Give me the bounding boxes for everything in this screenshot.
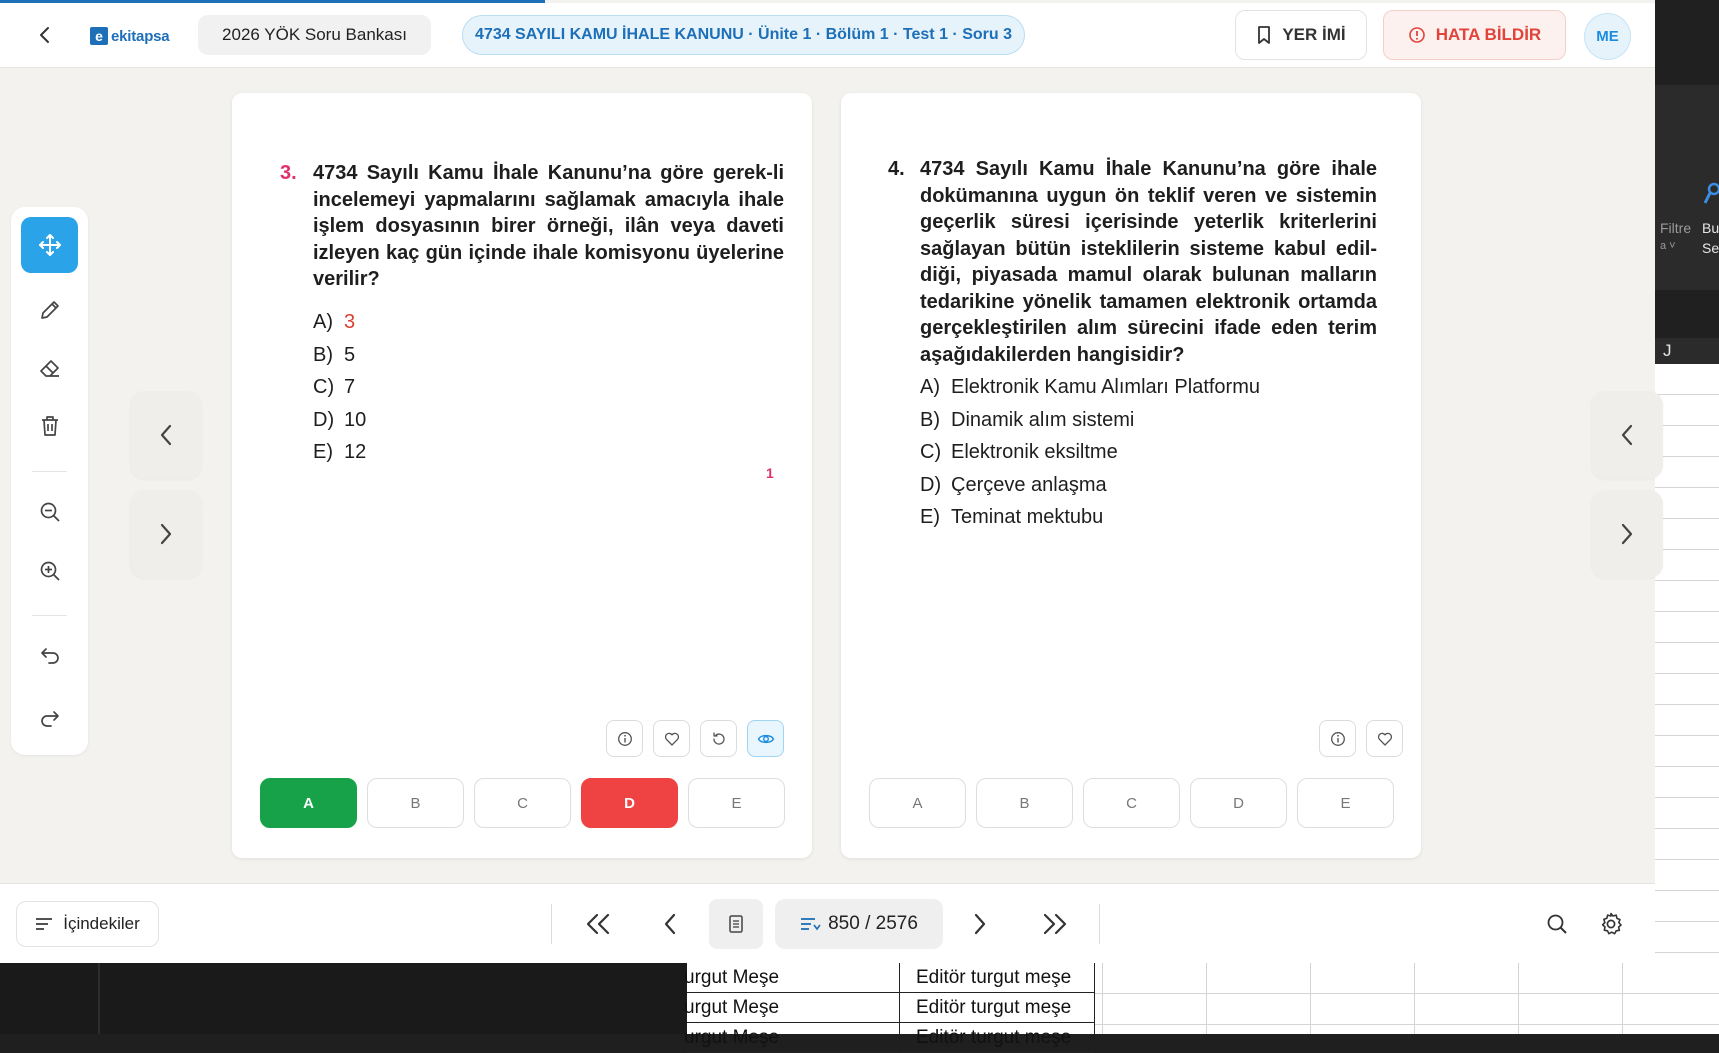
background-grid bbox=[1655, 364, 1719, 964]
question-card bbox=[232, 93, 812, 858]
question-text: 4734 Sayılı Kamu İhale Kanunu’na göre gerek-li incelemeyi yapmalarını sağlamak amacıyla ihale işlem dosyasının birer örneği, ilân veya daveti izleyen kaç gün içinde ihale komisyonu üyelerine verilir? bbox=[313, 162, 784, 290]
info-circle-icon bbox=[1408, 26, 1426, 44]
annotation-toolbar bbox=[11, 207, 88, 755]
book-title[interactable]: 2026 YÖK Soru Bankası bbox=[198, 15, 431, 55]
option-item bbox=[313, 404, 366, 437]
heart-icon bbox=[1377, 731, 1393, 747]
background-cell: Editör turgut meşe bbox=[900, 993, 1094, 1023]
reset-icon bbox=[711, 731, 727, 747]
previous-page-button[interactable] bbox=[650, 901, 690, 947]
zoom-in-icon bbox=[38, 559, 62, 583]
settings-button[interactable] bbox=[1593, 901, 1629, 947]
background-column-a bbox=[684, 963, 900, 1048]
zoom-in-button[interactable] bbox=[21, 543, 78, 599]
option-value: 7 bbox=[344, 376, 356, 398]
pencil-tool-button[interactable] bbox=[21, 282, 78, 338]
gear-icon bbox=[1598, 911, 1624, 937]
undo-icon bbox=[38, 643, 62, 667]
favorite-button[interactable] bbox=[1366, 720, 1403, 757]
option-value: 12 bbox=[344, 441, 367, 463]
logo-mark: e bbox=[90, 27, 108, 45]
option-label: A) bbox=[313, 311, 333, 333]
next-page-side-button[interactable] bbox=[130, 490, 202, 578]
background-cell: Editör turgut meşe bbox=[900, 1023, 1094, 1053]
eye-icon bbox=[757, 731, 775, 747]
option-item bbox=[313, 306, 366, 339]
answer-button-a[interactable]: A bbox=[260, 778, 357, 828]
question-actions bbox=[1319, 720, 1403, 757]
search-button[interactable] bbox=[1539, 901, 1575, 947]
redo-icon bbox=[38, 706, 62, 730]
page-marker: 1 bbox=[766, 465, 774, 481]
background-cells bbox=[684, 963, 1719, 1048]
info-button[interactable] bbox=[1319, 720, 1356, 757]
option-value: 3 bbox=[344, 311, 356, 333]
option-value: 5 bbox=[344, 343, 356, 366]
search-icon bbox=[1545, 912, 1569, 936]
info-button[interactable] bbox=[606, 720, 643, 757]
option-value: Elektronik Kamu Alımları Platformu bbox=[951, 376, 1260, 398]
logo[interactable] bbox=[90, 25, 169, 47]
option-label: E) bbox=[920, 506, 940, 528]
search-icon bbox=[1704, 183, 1719, 205]
next-page-button[interactable] bbox=[960, 901, 1000, 947]
question-card bbox=[841, 93, 1421, 858]
option-item bbox=[920, 501, 1260, 534]
option-value: Dinamik alım sistemi bbox=[951, 408, 1135, 431]
info-icon bbox=[617, 731, 633, 747]
breadcrumb[interactable]: 4734 SAYILI KAMU İHALE KANUNU · Ünite 1 · Bölüm 1 · Test 1 · Soru 3 bbox=[462, 15, 1025, 55]
option-item bbox=[313, 339, 366, 372]
background-cell: urgut Meşe bbox=[687, 993, 899, 1023]
prev-page-right-button[interactable] bbox=[1591, 391, 1663, 479]
option-label: E) bbox=[313, 441, 333, 463]
last-page-button[interactable] bbox=[1035, 901, 1075, 947]
option-list bbox=[313, 306, 366, 469]
option-list bbox=[920, 371, 1260, 534]
chevron-left-icon bbox=[662, 912, 678, 936]
option-value: 10 bbox=[344, 408, 367, 431]
answer-buttons bbox=[260, 778, 785, 828]
toolbar-divider bbox=[1099, 904, 1100, 944]
background-cell: Editör turgut meşe bbox=[900, 963, 1094, 993]
bottom-navigation-bar bbox=[0, 883, 1655, 963]
background-ribbon-filter-label: Filtre a ˅ bbox=[1660, 220, 1692, 252]
toolbar-divider bbox=[32, 471, 67, 472]
report-error-button[interactable] bbox=[1383, 10, 1566, 60]
delete-tool-button[interactable] bbox=[21, 398, 78, 454]
chevron-right-icon bbox=[1619, 521, 1635, 547]
background-dark-panel bbox=[0, 963, 687, 1034]
question-number: 3. bbox=[280, 162, 297, 184]
bookmark-button[interactable] bbox=[1235, 10, 1367, 60]
header-bar bbox=[0, 3, 1655, 68]
chevron-left-icon bbox=[38, 26, 52, 44]
toolbar-divider bbox=[551, 904, 552, 944]
zoom-out-button[interactable] bbox=[21, 484, 78, 540]
background-cell: urgut Meşe bbox=[687, 963, 899, 993]
chevron-left-icon bbox=[158, 422, 174, 448]
undo-button[interactable] bbox=[21, 627, 78, 683]
option-value: Çerçeve anlaşma bbox=[951, 473, 1107, 496]
favorite-button[interactable] bbox=[653, 720, 690, 757]
option-item bbox=[920, 469, 1260, 502]
background-cell: urgut Meşe bbox=[687, 1023, 899, 1053]
next-page-right-button[interactable] bbox=[1591, 490, 1663, 578]
option-item bbox=[313, 371, 366, 404]
page-view-button[interactable] bbox=[709, 899, 763, 949]
option-item bbox=[920, 371, 1260, 404]
option-value: Elektronik eksiltme bbox=[951, 441, 1118, 463]
answer-button-a[interactable]: A bbox=[869, 778, 966, 828]
answer-button-e[interactable]: E bbox=[1297, 778, 1394, 828]
toolbar-divider bbox=[32, 615, 67, 616]
redo-button[interactable] bbox=[21, 690, 78, 746]
option-value: Teminat mektubu bbox=[951, 506, 1104, 528]
move-tool-button[interactable] bbox=[21, 217, 78, 273]
eraser-icon bbox=[38, 357, 62, 381]
option-label: A) bbox=[920, 376, 940, 398]
option-item bbox=[313, 436, 366, 469]
page-counter-text: 850 / 2576 bbox=[828, 913, 918, 934]
report-error-label: HATA BİLDİR bbox=[1435, 25, 1542, 44]
background-column-header: J bbox=[1655, 338, 1719, 364]
back-button[interactable] bbox=[32, 22, 58, 48]
pencil-icon bbox=[38, 298, 62, 322]
answer-button-c[interactable]: C bbox=[1083, 778, 1180, 828]
prev-page-side-button[interactable] bbox=[130, 391, 202, 479]
answer-buttons bbox=[869, 778, 1394, 828]
eraser-tool-button[interactable] bbox=[21, 341, 78, 397]
menu-lines-icon bbox=[35, 917, 53, 931]
question-number: 4. bbox=[888, 158, 905, 180]
double-chevron-right-icon bbox=[1041, 912, 1069, 936]
show-answer-button[interactable] bbox=[747, 720, 784, 757]
question-text: 4734 Sayılı Kamu İhale Kanunu’na göre ihale dokümanına uygun ön teklif veren ve sistemin geçerlik süresi içerisinde yeterlik kriterlerini sağlayan bütün isteklilerin sisteme kabul edil-diği, piyasada mamul olarak bulunan malların tedarikine yönelik tamamen elektronik ortamda gerçekleştirilen alım sürecini ifade eden terim aşağıdakilerden hangisidir? bbox=[920, 158, 1377, 366]
heart-icon bbox=[664, 731, 680, 747]
bookmark-label: YER İMİ bbox=[1282, 25, 1346, 44]
table-of-contents-button[interactable] bbox=[16, 901, 159, 947]
chevron-right-icon bbox=[158, 521, 174, 547]
option-label: D) bbox=[313, 408, 335, 431]
zoom-out-icon bbox=[38, 500, 62, 524]
answer-button-b[interactable]: B bbox=[367, 778, 464, 828]
chevron-right-icon bbox=[972, 912, 988, 936]
option-label: B) bbox=[920, 408, 940, 431]
option-label: C) bbox=[313, 376, 335, 398]
logo-text: ekitapsa bbox=[111, 27, 170, 45]
question-actions bbox=[606, 720, 784, 757]
answer-button-d[interactable]: D bbox=[581, 778, 678, 828]
option-label: B) bbox=[313, 343, 333, 366]
answer-button-d[interactable]: D bbox=[1190, 778, 1287, 828]
move-icon bbox=[37, 232, 63, 258]
option-label: D) bbox=[920, 473, 942, 496]
answer-button-b[interactable]: B bbox=[976, 778, 1073, 828]
option-item bbox=[920, 436, 1260, 469]
chevron-left-icon bbox=[1619, 422, 1635, 448]
info-icon bbox=[1330, 731, 1346, 747]
bookmark-icon bbox=[1256, 25, 1272, 45]
trash-icon bbox=[38, 414, 62, 438]
page-counter[interactable] bbox=[775, 899, 943, 949]
double-chevron-left-icon bbox=[584, 912, 612, 936]
avatar[interactable]: ME bbox=[1584, 13, 1631, 60]
option-item bbox=[920, 404, 1260, 437]
document-icon bbox=[728, 914, 744, 934]
list-icon bbox=[800, 916, 820, 932]
background-column-b bbox=[900, 963, 1095, 1048]
answer-button-c[interactable]: C bbox=[474, 778, 571, 828]
first-page-button[interactable] bbox=[578, 901, 618, 947]
option-label: C) bbox=[920, 441, 942, 463]
reset-button[interactable] bbox=[700, 720, 737, 757]
table-of-contents-label: İçindekiler bbox=[63, 914, 140, 933]
background-ribbon-bu-label: Bu Se bbox=[1702, 220, 1719, 256]
answer-button-e[interactable]: E bbox=[688, 778, 785, 828]
